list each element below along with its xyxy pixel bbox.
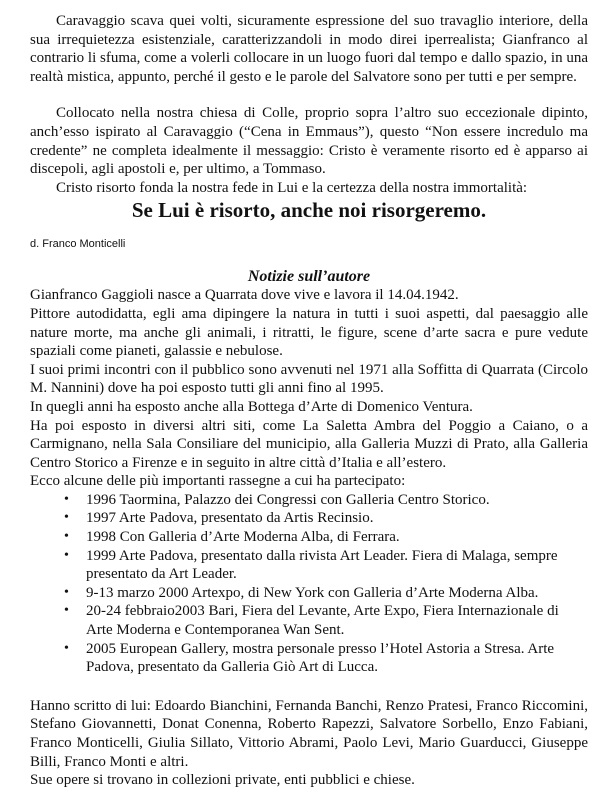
bio-line: Ha poi esposto in diversi altri siti, come La Saletta Ambra del Poggio a Caiano, o a Carmignano, nella Sala Consiliare del municipio, alla Galleria Muzzi di Prato, alla Galleria Centro Storico a Firenze e in seguito in altre città d’Italia e all’estero. bbox=[30, 417, 588, 471]
signature: d. Franco Monticelli bbox=[30, 238, 126, 251]
bullet-icon: • bbox=[64, 603, 69, 619]
section-title: Notizie sull’autore bbox=[247, 268, 371, 286]
exhibit-text: 2005 European Gallery, mostra personale presso l’Hotel Astoria a Stresa. Arte Padova, presentato da Galleria Giò Art di Lucca. bbox=[86, 640, 555, 676]
paragraph-caravaggio: Caravaggio scava quei volti, sicuramente espressione del suo travaglio interiore, della sua irrequietezza esistenziale, caratterizzandoli in modo direi iperrealista; Gianfranco al contrario li sfuma, come a volerli collocare in un luogo fuori dal tempo e dallo spazio, in una realtà mistica, appunto, perché il gesto e le parole del Salvatore sono per tutti e per sempre. bbox=[30, 13, 588, 85]
paragraph-collocato: Collocato nella nostra chiesa di Colle, proprio sopra l’altro suo eccezionale dipinto, anch’esso ispirato al Caravaggio (“Cena in Emmaus”), questo “Non essere incredulo ma credente” ne completa idealmente il messaggio: Cristo è veramente risorto ed è apparso ai discepoli, agli apostoli e, per ultimo, a Tommaso. bbox=[30, 105, 588, 178]
list-item bbox=[64, 640, 588, 677]
document-page bbox=[30, 12, 588, 790]
list-item bbox=[64, 491, 588, 510]
closing-line: Sue opere si trovano in collezioni private, enti pubblici e chiese. bbox=[30, 772, 415, 789]
bullet-icon: • bbox=[64, 491, 69, 507]
exhibit-text: 20-24 febbraio2003 Bari, Fiera del Levante, Arte Expo, Fiera Internazionale di Arte Moderna e Contemporanea Wan Sent. bbox=[86, 603, 559, 639]
bullet-icon: • bbox=[64, 529, 69, 545]
bullet-icon: • bbox=[64, 547, 69, 563]
exhibit-text: 1998 Con Galleria d’Arte Moderna Alba, di Ferrara. bbox=[86, 529, 400, 546]
exhibit-text: 1999 Arte Padova, presentato dalla rivista Art Leader. Fiera di Malaga, sempre presentato da Art Leader. bbox=[86, 547, 558, 583]
exhibit-text: 9-13 marzo 2000 Artexpo, di New York con Galleria d’Arte Moderna Alba. bbox=[86, 584, 539, 601]
bio-line: Ecco alcune delle più importanti rassegne a cui ha partecipato: bbox=[30, 473, 406, 490]
bullet-icon: • bbox=[64, 584, 69, 600]
bio-line: Pittore autodidatta, egli ama dipingere la natura in tutti i suoi aspetti, dal paesaggio alle nature morte, ma anche gli animali, i ritratti, le figure, scene d’arte sacra e pure vedute spaziali come pianeti, galassie e nebulose. bbox=[30, 305, 588, 360]
headline: Se Lui è risorto, anche noi risorgeremo. bbox=[131, 198, 487, 223]
bio-line: I suoi primi incontri con il pubblico sono avvenuti nel 1971 alla Soffitta di Quarrata (Circolo M. Nannini) dove ha poi esposto tutti gli anni fino al 1995. bbox=[30, 361, 588, 397]
list-item bbox=[64, 584, 588, 603]
list-item bbox=[64, 547, 588, 584]
paragraph-cristo-risorto: Cristo risorto fonda la nostra fede in Lui e la certezza della nostra immortalità: bbox=[56, 179, 528, 196]
exhibit-text: 1996 Taormina, Palazzo dei Congressi con Galleria Centro Storico. bbox=[86, 491, 490, 508]
authors-paragraph: Hanno scritto di lui: Edoardo Bianchini, Fernanda Banchi, Renzo Pratesi, Franco Riccomini, Stefano Giovannetti, Donat Conenna, Roberto Rapezzi, Salvatore Sorbello, Enzo Fabiani, Franco Monticelli, Giulia Sillato, Vittorio Abrami, Paolo Levi, Mario Guarducci, Giuseppe Billi, Franco Monti e altri. bbox=[30, 697, 588, 770]
bio-line: In quegli anni ha esposto anche alla Bottega d’Arte di Domenico Ventura. bbox=[30, 398, 473, 415]
list-item bbox=[64, 602, 588, 639]
bullet-icon: • bbox=[64, 640, 69, 656]
exhibit-text: 1997 Arte Padova, presentato da Artis Recinsio. bbox=[86, 510, 374, 527]
exhibit-list bbox=[30, 491, 588, 677]
list-item bbox=[64, 509, 588, 528]
author-bio bbox=[30, 286, 588, 491]
list-item bbox=[64, 528, 588, 547]
bullet-icon: • bbox=[64, 510, 69, 526]
bio-line: Gianfranco Gaggioli nasce a Quarrata dove vive e lavora il 14.04.1942. bbox=[30, 287, 459, 304]
